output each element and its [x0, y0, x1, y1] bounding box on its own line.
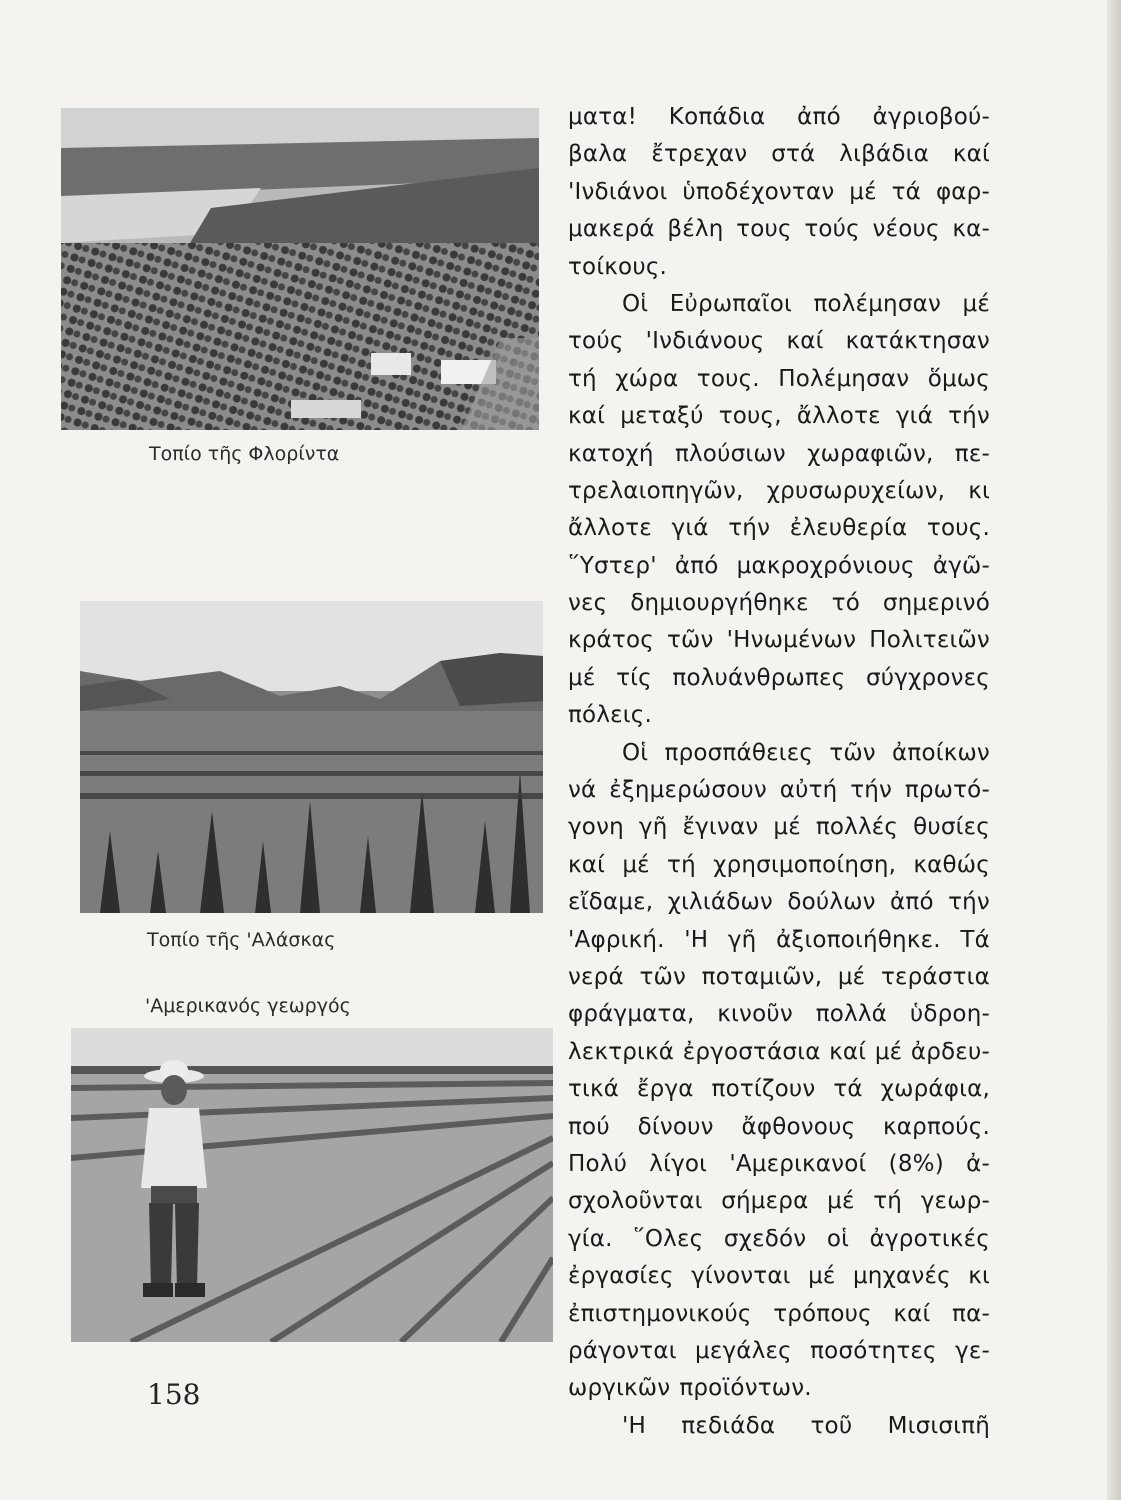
text-line: ῞Υστερ' ἀπό μακροχρόνιους ἀγῶ- — [568, 552, 990, 579]
text-line: βαλα ἔτρεχαν στά λιβάδια καί — [568, 141, 990, 168]
text-line: καί μέ τή χρησιμοποίηση, καθώς — [568, 851, 990, 878]
text-line: κατοχή πλούσιων χωραφιῶν, πε- — [568, 440, 990, 467]
text-line: εἴδαμε, χιλιάδων δούλων ἀπό τήν — [568, 889, 990, 916]
text-line: ματα! Κοπάδια ἀπό ἀγριοβού- — [568, 104, 990, 130]
text-line: πού δίνουν ἄφθονους καρπούς. — [568, 1113, 990, 1140]
text-line: μέ τίς πολυάνθρωπες σύγχρονες — [568, 664, 990, 691]
text-line: καί μεταξύ τους, ἄλλοτε γιά τήν — [568, 403, 990, 430]
text-line: τρελαιοπηγῶν, χρυσωρυχείων, κι — [568, 477, 990, 504]
text-line: νά ἐξημερώσουν αὐτή τήν πρωτό- — [568, 777, 990, 804]
alaska-landscape-photo — [80, 601, 543, 913]
text-line: 'Ινδιάνοι ὑποδέχονταν μέ τά φαρ- — [568, 178, 990, 205]
text-line: Οἱ προσπάθειες τῶν ἀποίκων — [622, 739, 990, 766]
text-line: λεκτρικά ἐργοστάσια καί μέ ἀρδευ- — [568, 1038, 990, 1065]
american-farmer-photo — [71, 1028, 553, 1342]
text-line: ράγονται μεγάλες ποσότητες γε- — [568, 1337, 990, 1364]
page-number: 158 — [147, 1378, 201, 1411]
text-line: 'Αφρική. 'Η γῆ ἀξιοποιήθηκε. Τά — [568, 926, 990, 953]
text-line: ἐργασίες γίνονται μέ μηχανές κι — [568, 1263, 990, 1290]
text-line: νερά τῶν ποταμιῶν, μέ τεράστια — [568, 963, 990, 990]
text-line: γία. ῞Ολες σχεδόν οἱ ἀγροτικές — [568, 1225, 990, 1252]
text-line: μακερά βέλη τους τούς νέους κα- — [568, 216, 990, 243]
body-text-column — [568, 99, 990, 1445]
figure-caption-farmer: 'Αμερικανός γεωργός — [145, 995, 351, 1017]
text-line: πόλεις. — [568, 702, 652, 729]
text-line: Πολύ λίγοι 'Αμερικανοί (8%) ἀ- — [568, 1150, 990, 1177]
text-line: ἐπιστημονικούς τρόπους καί πα- — [568, 1300, 990, 1327]
text-line: κράτος τῶν 'Ηνωμένων Πολιτειῶν — [568, 627, 990, 654]
text-line: ωργικῶν προϊόντων. — [568, 1375, 812, 1402]
text-line: Οἱ Εὐρωπαῖοι πολέμησαν μέ — [622, 290, 990, 317]
text-line: 'Η πεδιάδα τοῦ Μισισιπῆ — [622, 1412, 990, 1439]
text-line: φράγματα, κινοῦν πολλά ὑδροη- — [568, 1001, 990, 1028]
text-line: σχολοῦνται σήμερα μέ τή γεωρ- — [568, 1188, 990, 1215]
text-line: τούς 'Ινδιάνους καί κατάκτησαν — [568, 328, 990, 355]
text-line: ἄλλοτε γιά τήν ἐλευθερία τους. — [568, 515, 990, 542]
text-line: νες δημιουργήθηκε τό σημερινό — [568, 590, 990, 617]
text-line: τή χώρα τους. Πολέμησαν ὅμως — [568, 365, 990, 392]
figure-caption-alaska: Τοπίο τῆς 'Αλάσκας — [147, 929, 336, 951]
florida-landscape-photo — [61, 108, 539, 430]
text-line: τοίκους. — [568, 253, 668, 280]
page-edge-shadow — [1107, 0, 1121, 1500]
figure-caption-florida: Τοπίο τῆς Φλορίντα — [149, 443, 340, 465]
text-line: τικά ἔργα ποτίζουν τά χωράφια, — [568, 1076, 990, 1103]
text-line: γονη γῆ ἔγιναν μέ πολλές θυσίες — [568, 814, 990, 841]
